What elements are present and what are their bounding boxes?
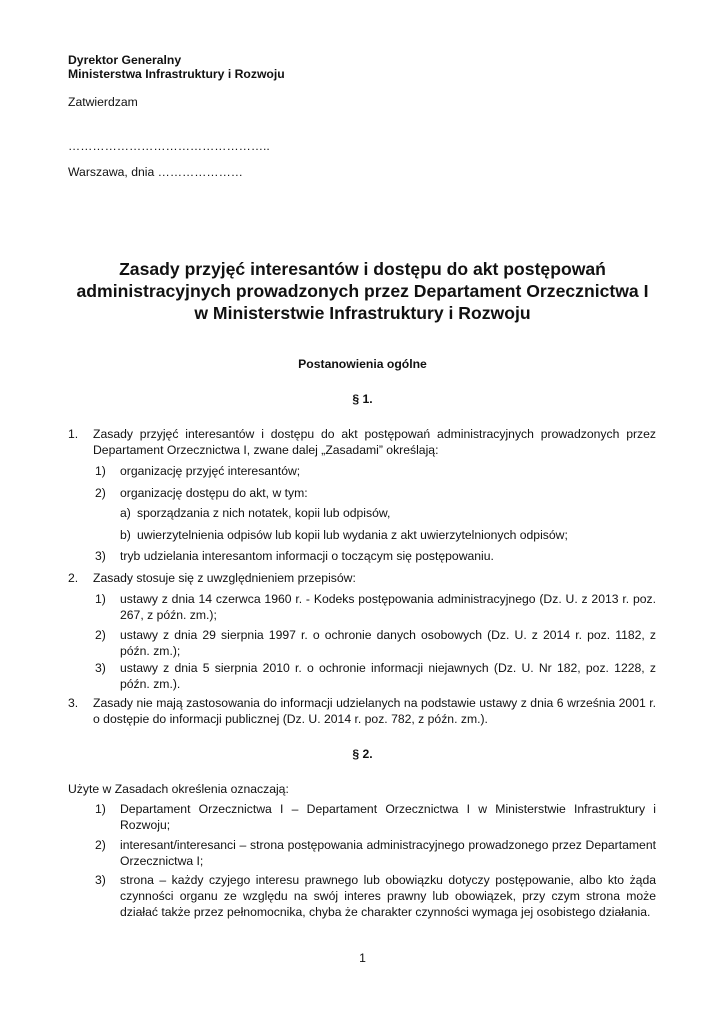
sub-item-number: 1): [95, 464, 106, 478]
definition-text: interesant/interesanci – strona postępowania administracyjnego prowadzonego przez Departament Orzecznictwa I;: [120, 838, 656, 868]
letter-item-text: uwierzytelnienia odpisów lub kopii lub wydania z akt uwierzytelnionych odpisów;: [137, 528, 568, 542]
definitions-intro: Użyte w Zasadach określenia oznaczają:: [68, 782, 289, 796]
place-date-line: Warszawa, dnia …………………: [68, 165, 243, 179]
definition-number: 1): [95, 802, 106, 816]
letter-item-number: b): [120, 528, 131, 542]
sub-item-text: organizację przyjęć interesantów;: [120, 464, 301, 478]
item-text: Zasady nie mają zastosowania do informacji udzielanych na podstawie ustawy z dnia 6 września 2001 r. o dostępie do informacji publicznej (Dz. U. 2014 r. poz. 782, z późn. zm.).: [93, 696, 656, 726]
paragraph-mark-2: § 2.: [352, 747, 373, 761]
definition-number: 2): [95, 838, 106, 852]
sub-item-number: 2): [95, 628, 106, 642]
page-number: 1: [359, 951, 366, 965]
letter-item-text: sporządzania z nich notatek, kopii lub odpisów,: [137, 506, 391, 520]
title-line-3: w Ministerstwie Infrastruktury i Rozwoju: [194, 303, 531, 323]
header-line-1: Dyrektor Generalny: [68, 53, 182, 67]
item-number: 3.: [68, 696, 79, 710]
item-number: 2.: [68, 571, 79, 585]
sub-item-text: ustawy z dnia 29 sierpnia 1997 r. o ochronie danych osobowych (Dz. U. z 2014 r. poz. 1182, z późn. zm.);: [120, 628, 656, 658]
approve-label: Zatwierdzam: [68, 95, 138, 109]
title-line-2: administracyjnych prowadzonych przez Departament Orzecznictwa I: [76, 281, 649, 301]
sub-item-number: 2): [95, 486, 106, 500]
sub-item-number: 3): [95, 661, 106, 675]
sub-item-number: 1): [95, 592, 106, 606]
title-line-1: Zasady przyjęć interesantów i dostępu do akt postępowań: [119, 259, 606, 279]
signature-dots: …………………………………………..: [68, 139, 270, 153]
letter-item-number: a): [120, 506, 131, 520]
sub-item-text: ustawy z dnia 14 czerwca 1960 r. - Kodeks postępowania administracyjnego (Dz. U. z 2013 r. poz. 267, z późn. zm.);: [120, 592, 656, 622]
paragraph-mark-1: § 1.: [352, 392, 373, 406]
sub-item-text: ustawy z dnia 5 sierpnia 2010 r. o ochronie informacji niejawnych (Dz. U. Nr 182, poz. 1228, z późn. zm.).: [120, 661, 656, 691]
item-text: Zasady przyjęć interesantów i dostępu do akt postępowań administracyjnych prowadzonych przez Departament Orzecznictwa I, zwane dalej „Zasadami” określają:: [93, 427, 656, 457]
sub-item-number: 3): [95, 549, 106, 563]
definition-text: strona – każdy czyjego interesu prawnego lub obowiązku dotyczy postępowanie, albo kto żąda czynności organu ze względu na swój interes prawny lub obowiązek, przy czym strona może działać także przez pełnomocnika, chyba że charakter czynności wymaga jej osobistego działania.: [120, 873, 656, 919]
definition-text: Departament Orzecznictwa I – Departament Orzecznictwa I w Ministerstwie Infrastruktury i Rozwoju;: [120, 802, 656, 832]
section-heading: Postanowienia ogólne: [298, 357, 427, 371]
document-title: [60, 258, 665, 324]
header-line-2: Ministerstwa Infrastruktury i Rozwoju: [68, 67, 285, 81]
sub-item-text: organizację dostępu do akt, w tym:: [120, 486, 308, 500]
sub-item-text: tryb udzielania interesantom informacji o toczącym się postępowaniu.: [120, 549, 494, 563]
item-text: Zasady stosuje się z uwzględnieniem przepisów:: [93, 571, 356, 585]
item-number: 1.: [68, 427, 79, 441]
definition-number: 3): [95, 873, 106, 887]
